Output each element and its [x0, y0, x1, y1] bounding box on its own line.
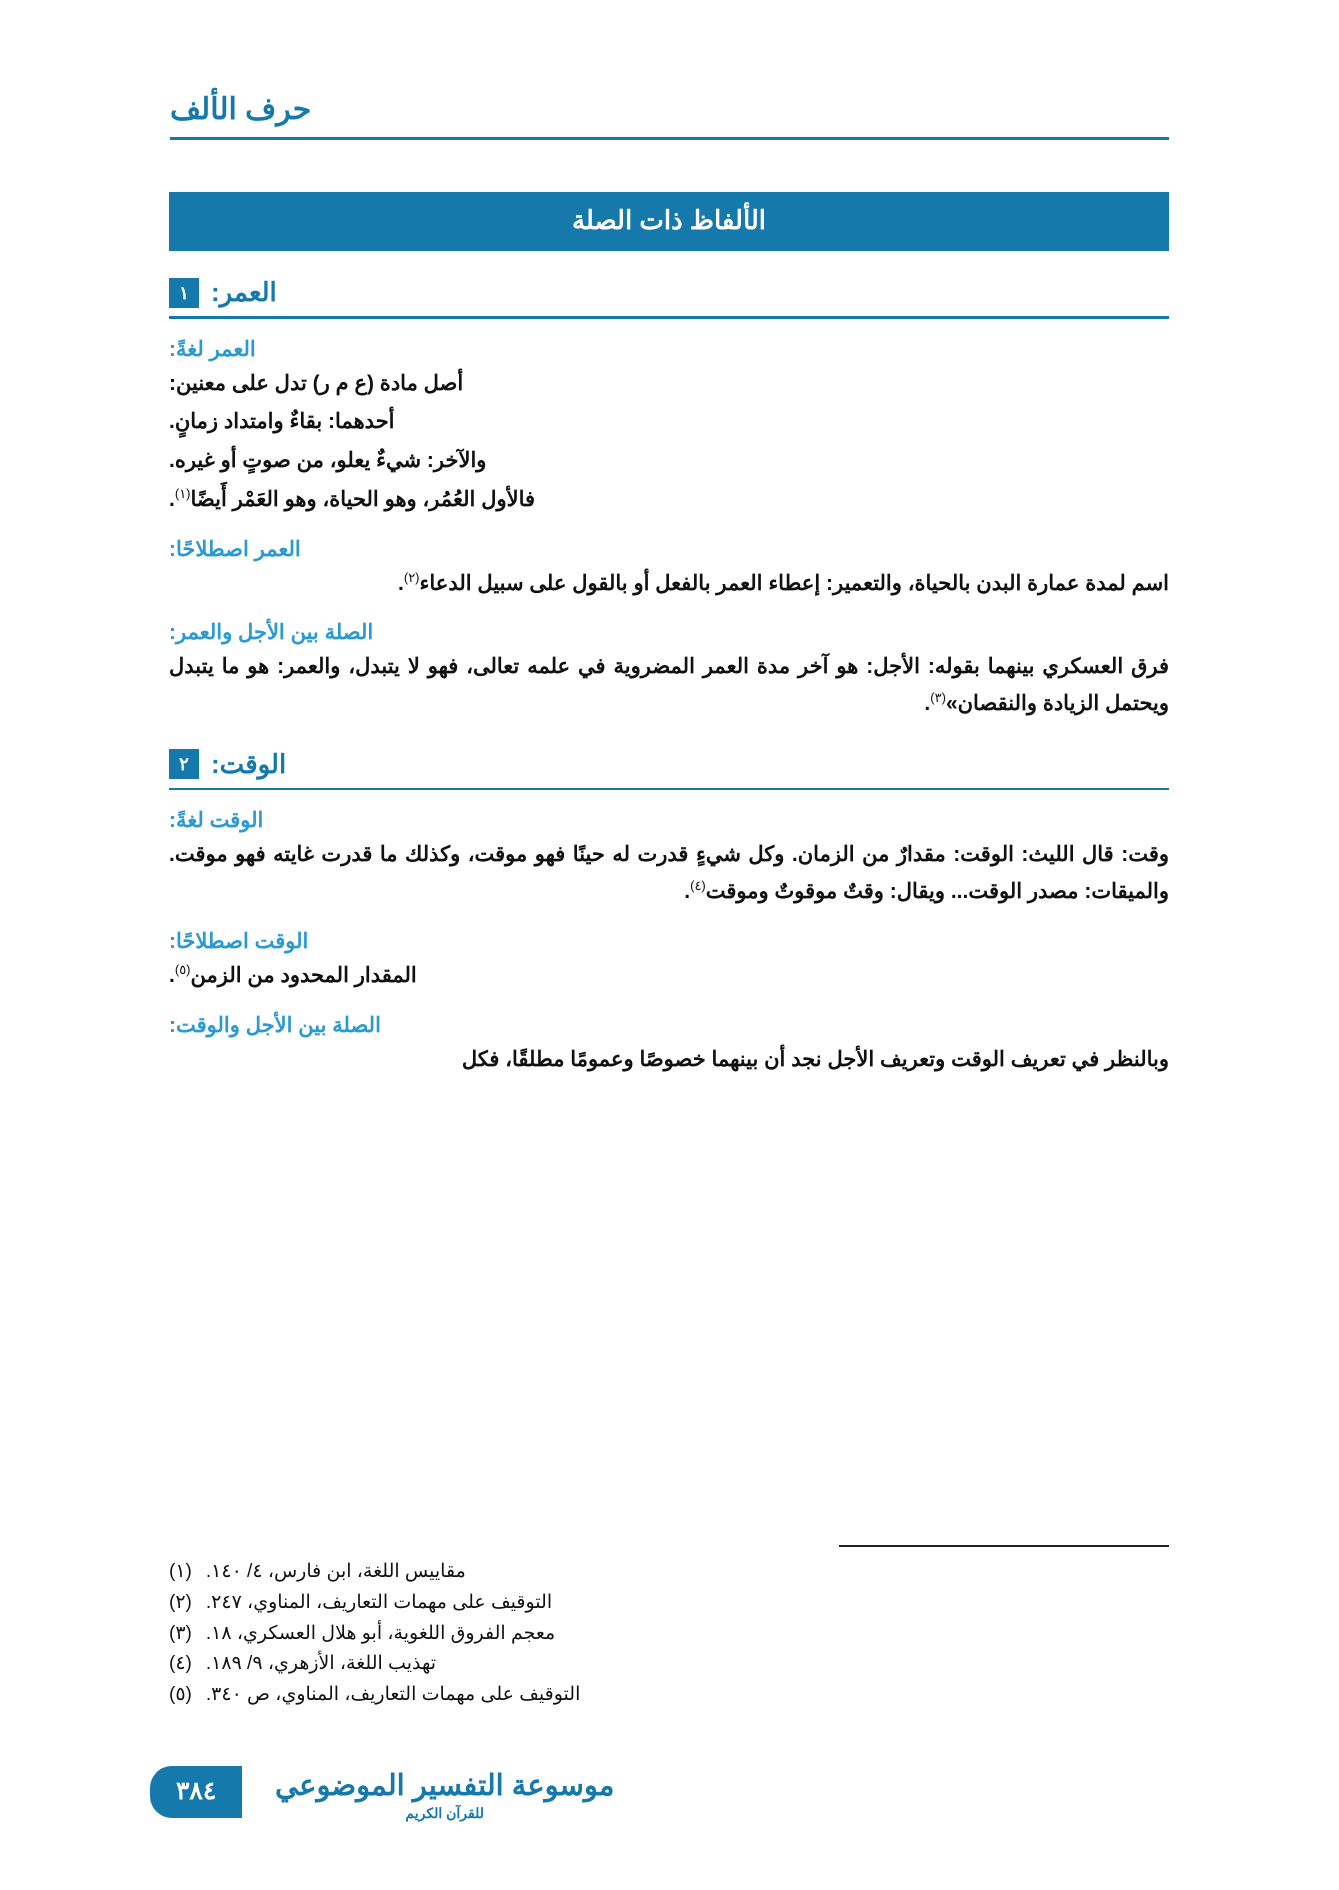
footnote-text: تهذيب اللغة، الأزهري، ٩/ ١٨٩.	[205, 1653, 437, 1675]
paragraph-root-meaning: أصل مادة (ع م ر) تدل على معنين:	[169, 371, 464, 395]
paragraph-waqt-definition	[169, 958, 1169, 995]
running-head: حرف الألف	[170, 93, 312, 126]
footnote-item	[169, 1649, 1169, 1680]
footnote-ref-1[interactable]: (١)	[174, 485, 191, 501]
encyclopedia-logo	[275, 1772, 614, 1822]
footnote-number: (٢)	[169, 1591, 192, 1613]
text-tail: .	[169, 963, 175, 987]
entry-number: ٢	[169, 749, 199, 779]
header-divider	[170, 137, 1169, 140]
text-tail: .	[684, 880, 691, 903]
paragraph-first-meaning: أحدهما: بقاءٌ وامتداد زمانٍ.	[169, 410, 395, 434]
footnote-ref-3[interactable]: (٣)	[930, 690, 946, 705]
footnote-ref-4[interactable]: (٤)	[690, 878, 706, 893]
footnote-list	[169, 1557, 1169, 1711]
subheading-relation-ajal-omr: الصلة بين الأجل والعمر:	[169, 621, 374, 645]
page-header	[170, 92, 1169, 140]
footnote-number: (٥)	[169, 1684, 192, 1706]
logo-line-2: للقرآن الكريم	[405, 1805, 484, 1821]
footnote-item	[169, 1557, 1169, 1588]
paragraph-omr-definition	[169, 566, 1169, 603]
footnote-text: معجم الفروق اللغوية، أبو هلال العسكري، ١٨.	[205, 1622, 556, 1644]
paragraph-waqt-lugha	[169, 837, 1169, 911]
text: وقت: قال الليث: الوقت: مقدارٌ من الزمان. وكل شيءٍ قدرت له حينًا فهو موقت، وكذلك ما قدرت غايته فهو موقت. والميقات: مصدر الوقت... ويقال: وقتٌ موقوتٌ وموقت	[169, 843, 1169, 903]
paragraph-second-meaning: والآخر: شيءٌ يعلو، من صوتٍ أو غيره.	[169, 449, 487, 472]
footnotes-section	[169, 1545, 1169, 1711]
logo-line-1: موسوعة التفسير الموضوعي	[275, 1770, 615, 1802]
entry-block	[169, 277, 1169, 723]
entry-heading	[169, 749, 1169, 780]
paragraph-omr-life	[169, 482, 1169, 519]
subheading-omr-lugha: العمر لغةً:	[169, 337, 256, 361]
section-banner: الألفاظ ذات الصلة	[169, 192, 1169, 251]
text: اسم لمدة عمارة البدن بالحياة، والتعمير: إعطاء العمر بالفعل أو بالقول على سبيل الدعاء	[419, 571, 1169, 595]
footnote-item	[169, 1588, 1169, 1619]
text-tail: .	[398, 571, 404, 595]
text-tail: .	[924, 692, 931, 715]
footnote-item	[169, 1680, 1169, 1711]
entry-divider	[169, 316, 1169, 319]
footnote-divider	[839, 1545, 1169, 1547]
entry-title: العمر:	[211, 277, 277, 307]
text: المقدار المحدود من الزمن	[190, 963, 417, 987]
paragraph-relation-waqt: وبالنظر في تعريف الوقت وتعريف الأجل نجد أن بينهما خصوصًا وعمومًا مطلقًا، فكل	[461, 1047, 1169, 1071]
page-content	[169, 192, 1169, 1080]
footnote-ref-5[interactable]: (٥)	[174, 961, 191, 977]
footnote-item	[169, 1619, 1169, 1650]
footnote-ref-2[interactable]: (٢)	[403, 569, 420, 585]
footnote-text: مقاييس اللغة، ابن فارس، ٤/ ١٤٠.	[205, 1561, 466, 1582]
subheading-waqt-istilah: الوقت اصطلاحًا:	[169, 929, 309, 953]
footnote-number: (١)	[169, 1561, 192, 1582]
text-tail: .	[169, 487, 175, 511]
entry-number: ١	[169, 278, 199, 308]
entry-divider	[169, 788, 1169, 791]
paragraph-relation-omr	[169, 649, 1169, 723]
entry-block	[169, 749, 1169, 1079]
footnote-text: التوقيف على مهمات التعاريف، المناوي، ٢٤٧.	[205, 1591, 553, 1613]
subheading-waqt-lugha: الوقت لغةً:	[169, 809, 264, 833]
text: فرق العسكري بينهما بقوله: الأجل: هو آخر مدة العمر المضروية في علمه تعالى، فهو لا يتبدل، والعمر: هو ما يتبدل ويحتمل الزيادة والنقصان»	[169, 655, 1169, 715]
entry-title: الوقت:	[211, 748, 287, 779]
entry-heading	[169, 277, 1169, 308]
subheading-relation-ajal-waqt: الصلة بين الأجل والوقت:	[169, 1013, 381, 1037]
subheading-omr-istilah: العمر اصطلاحًا:	[169, 537, 301, 561]
footnote-text: التوقيف على مهمات التعاريف، المناوي، ص ٣٤٠.	[205, 1684, 581, 1706]
page-number-badge: ٣٨٤	[150, 1766, 242, 1818]
footnote-number: (٤)	[169, 1653, 192, 1675]
page-footer	[0, 1738, 1339, 1821]
footnote-number: (٣)	[169, 1622, 192, 1644]
text: فالأول العُمُر، وهو الحياة، وهو العَمْر أَيضًا	[190, 487, 536, 511]
